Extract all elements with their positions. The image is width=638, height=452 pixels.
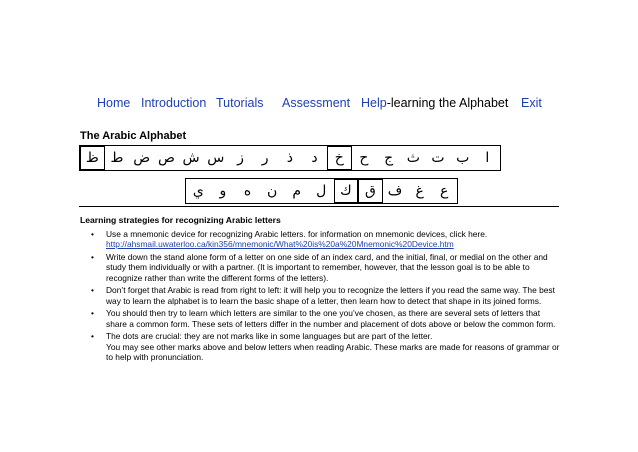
strategies-list: [80, 229, 560, 363]
letter-cell[interactable]: ط: [110, 150, 124, 166]
letter-cell[interactable]: ه: [243, 183, 252, 199]
letter-cell[interactable]: ن: [266, 183, 278, 199]
letter-cell[interactable]: ك: [334, 179, 359, 203]
list-item: [80, 285, 560, 306]
strategy-text: You should then try to learn which letters are similar to the one you’ve chosen, as there are several sets of letters that share a common form. These sets of letters differ in the number and placement of dots above or below the common form.: [106, 308, 556, 329]
bullet: •: [91, 331, 94, 341]
letter-cell[interactable]: م: [292, 183, 301, 199]
bullet: •: [91, 285, 94, 295]
letter-cell[interactable]: ث: [406, 150, 420, 166]
nav-help-suffix: -learning the Alphabet: [386, 96, 509, 110]
bullet: •: [91, 228, 94, 239]
alphabet-title: The Arabic Alphabet: [80, 130, 187, 142]
bullet: •: [91, 308, 94, 318]
letter-cell[interactable]: د: [311, 150, 318, 166]
letter-cell[interactable]: ت: [431, 150, 445, 166]
mnemonic-link[interactable]: http://ahsmail.uwaterloo.ca/kin356/mnemonic/What%20is%20a%20Mnemonic%20Device.htm: [106, 239, 454, 249]
letter-cell[interactable]: ف: [387, 183, 403, 199]
nav-help-label: Help: [361, 96, 387, 110]
letter-cell[interactable]: ي: [192, 183, 204, 199]
strategy-text: Write down the stand alone form of a letter on one side of an index card, and the initial, final, or medial on the other and study them individually or with a partner. (It is important to remember, however, that the lesson goal is to be able to recognize rather than write the different forms of the letters).: [106, 251, 548, 283]
strategy-text: Use a mnemonic device for recognizing Arabic letters. for information on mnemonic devices, click here.: [106, 228, 488, 239]
letter-cell[interactable]: خ: [327, 146, 352, 170]
section-divider: [79, 206, 559, 207]
nav-assessment-link[interactable]: Assessment: [282, 96, 351, 110]
letter-cell[interactable]: ا: [485, 150, 490, 166]
letter-cell[interactable]: ظ: [80, 146, 105, 170]
letter-cell[interactable]: ذ: [286, 150, 293, 166]
nav-home-link[interactable]: Home: [97, 96, 131, 110]
letter-cell[interactable]: غ: [415, 183, 424, 199]
letter-cell[interactable]: ض: [133, 150, 151, 166]
letter-cell[interactable]: ج: [384, 150, 394, 166]
list-item: [80, 252, 560, 284]
strategy-text: The dots are crucial: they are not marks like in some languages but are part of the letter. You may see other marks above and below letters when reading Arabic. These marks are made for reasons of grammar or to help with pronunciation.: [106, 331, 560, 362]
letter-cell[interactable]: ح: [359, 150, 369, 166]
letter-cell[interactable]: ق: [358, 179, 383, 203]
learning-strategies: [80, 215, 560, 365]
nav-exit-link[interactable]: Exit: [521, 96, 542, 110]
nav-introduction-link[interactable]: Introduction: [141, 96, 207, 110]
letter-cell[interactable]: ص: [157, 150, 175, 166]
letter-cell[interactable]: و: [219, 183, 227, 199]
bullet: •: [91, 251, 94, 262]
letter-cell[interactable]: ع: [440, 183, 449, 199]
letter-cell[interactable]: ش: [182, 150, 200, 166]
nav-help-link[interactable]: [361, 96, 508, 110]
alphabet-row-1: [79, 145, 501, 171]
list-item: [80, 331, 560, 363]
letter-cell[interactable]: ر: [261, 150, 269, 166]
strategies-title: Learning strategies for recognizing Arabic letters: [80, 215, 281, 225]
alphabet-row-2: [185, 178, 458, 204]
top-nav: [0, 96, 638, 114]
nav-tutorials-link[interactable]: Tutorials: [216, 96, 264, 110]
letter-cell[interactable]: ل: [316, 183, 327, 199]
list-item: [80, 229, 560, 250]
letter-cell[interactable]: ب: [456, 150, 470, 166]
letter-cell[interactable]: ز: [237, 150, 244, 166]
letter-cell[interactable]: س: [207, 150, 225, 166]
list-item: [80, 308, 560, 329]
strategy-text: Don’t forget that Arabic is read from right to left: it will help you to recognize the letters if you read the same way. The best way to learn the alphabet is to learn the basic shape of a letter, then learn how to detect that shape in its joined forms.: [106, 285, 555, 306]
